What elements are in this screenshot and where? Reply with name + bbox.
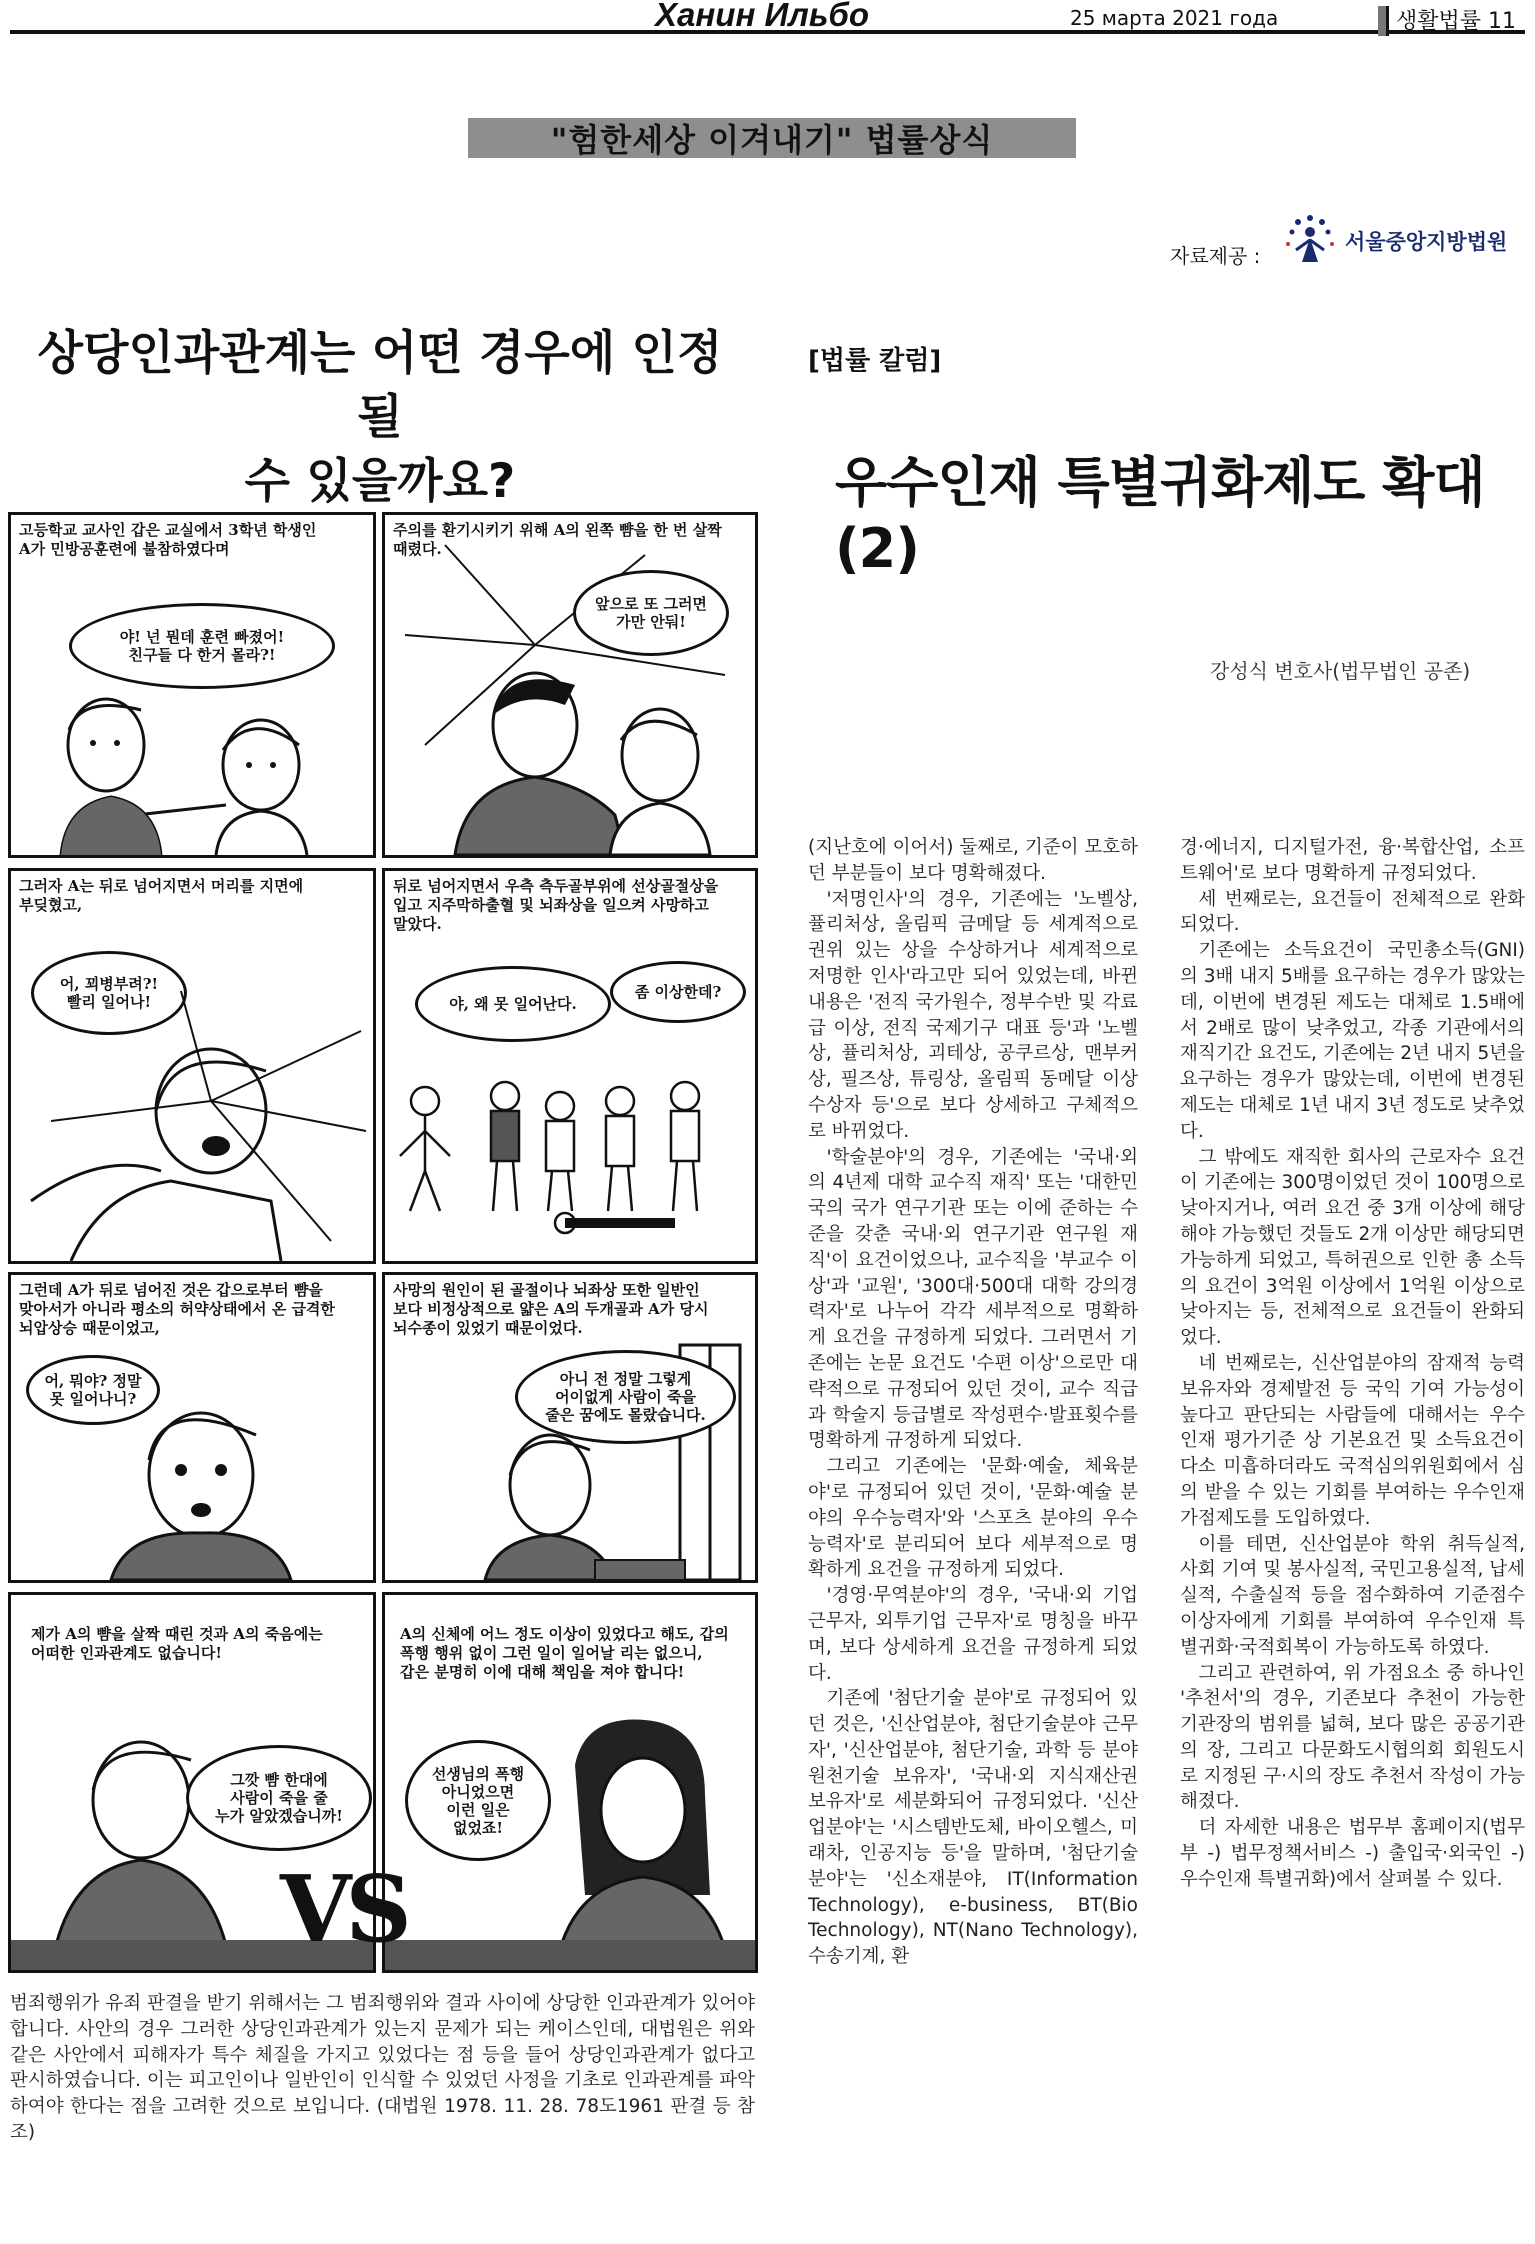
panel-caption: 제가 A의 뺨을 살짝 때린 것과 A의 죽음에는 어떠한 인과관계도 없습니다!	[31, 1625, 323, 1662]
speech-bubble: 야, 왜 못 일어난다.	[415, 966, 611, 1042]
column-paragraph: '학술분야'의 경우, 기존에는 '국내·외의 4년제 대학 교수직 재직' 또는 '대한민국의 국가 연구기관 또는 이에 준하는 수준을 갖춘 국내·외 연구기관 연구원 재직'이 요건이었으나, 교수직을 '부교수 이상'과 '교원', '300대·500대 대학 강의경력자'로 나누어 각각 세부적으로 명확하게 요건을 규정하게 되었다. 그러면서 기존에는 논문 요건도 '수편 이상'으로만 대략적으로 규정되어 있던 것이, 교수 직급과 학술지 등급별로 작성편수·발표횟수를 명확하게 규정하게 되었다.	[808, 1146, 1138, 1452]
column-paragraph: '경영·무역분야'의 경우, '국내·외 기업 근무자, 외투기업 근무자'로 명칭을 바꾸며, 보다 상세하게 요건을 규정하게 되었다.	[808, 1585, 1138, 1684]
court-logo-icon	[1280, 210, 1340, 265]
comic-panel-8	[382, 1592, 758, 1973]
column-paragraph: (지난호에 이어서) 둘째로, 기준이 모호하던 부분들이 보다 명확해졌다.	[808, 837, 1138, 884]
courtesy-label: 자료제공 :	[1170, 244, 1261, 268]
teacher-slapping-illustration	[385, 515, 755, 855]
comic-explanation: 범죄행위가 유죄 판결을 받기 위해서는 그 범죄행위와 결과 사이에 상당한 인과관계가 있어야 합니다. 사안의 경우 그러한 상당인과관계가 있는지 문제가 되는 케이스인데, 대법원은 위와 같은 사안에서 피해자가 특수 체질을 가지고 있었다는 점 등을 들어 상당인과관계가 없다고 판시하였습니다. 이는 피고인이나 일반인이 인식할 수 있었던 사정을 기초로 인과관계를 파악하여야 한다는 점을 고려한 것으로 보입니다. (대법원 1978. 11. 28. 78도1961 판결 등 참조)	[10, 1993, 755, 2143]
teacher-pointing-illustration	[11, 515, 373, 855]
section-page: 생활법률 11	[1396, 9, 1516, 34]
speech-bubble: 야! 넌 뭔데 훈련 빠졌어! 친구들 다 한거 몰라?!	[69, 603, 335, 689]
column-paragraph: 그리고 관련하여, 위 가점요소 중 하나인 '추천서'의 경우, 기존보다 추천이 가능한 기관장의 범위를 넓혀, 보다 많은 공공기관의 장, 그리고 다문화도시협의회 회원도시로 지정된 구·시의 장도 추천서 작성이 가능해졌다.	[1180, 1662, 1525, 1813]
panel-caption: 그러자 A는 뒤로 넘어지면서 머리를 지면에 부딪혔고,	[19, 877, 304, 914]
series-banner-text: "험한세상 이겨내기" 법률상식	[550, 121, 994, 159]
comic-panel-6	[382, 1272, 758, 1583]
comic-title-line1: 상당인과관계는 어떤 경우에 인정될	[37, 326, 723, 445]
column-paragraph: 그리고 기존에는 '문화·예술, 체육분야'로 규정되어 있던 것이, '문화·예술 분야의 우수능력자'와 '스포츠 분야의 우수능력자'로 분리되어 보다 세부적으로 명확하게 요건을 규정하게 되었다.	[808, 1456, 1138, 1581]
column-tag: [법률 칼럼]	[808, 346, 942, 376]
panel-caption: 그런데 A가 뒤로 넘어진 것은 갑으로부터 뺨을 맞아서가 아니라 평소의 허약상태에서 온 급격한 뇌압상승 때문이었고,	[19, 1281, 335, 1337]
series-banner	[468, 118, 1076, 158]
issue-date: 25 марта 2021 года	[1070, 6, 1279, 30]
panel-caption: A의 신체에 어느 정도 이상이 있었다고 해도, 갑의 폭행 행위 없이 그런 일이 일어날 리는 없으니, 갑은 분명히 이에 대해 책임을 져야 합니다!	[400, 1625, 729, 1681]
panel-caption: 사망의 원인이 된 골절이나 뇌좌상 또한 일반인 보다 비정상적으로 얇은 A의 두개골과 A가 당시 뇌수종이 있었기 때문이었다.	[393, 1281, 709, 1337]
comic-panel-5	[8, 1272, 376, 1583]
column-paragraph: 기존에는 소득요건이 국민총소득(GNI)의 3배 내지 5배를 요구하는 경우가 많았는데, 이번에 변경된 제도는 대체로 1.5배에서 2배로 많이 낮추었고, 각종 기관에서의 재직기간 요건도, 기존에는 2년 내지 5년을 요구하는 경우가 많았는데, 이번에 변경된 제도는 대체로 1년 내지 3년 정도로 낮추었다.	[1180, 940, 1525, 1142]
speech-bubble: 그깟 뺨 한대에 사람이 죽을 줄 누가 알았겠습니까!	[186, 1745, 372, 1851]
students-gathering-illustration	[385, 871, 755, 1261]
teacher-shocked-illustration	[11, 1275, 373, 1580]
comic-panel-4	[382, 868, 758, 1264]
comic-panel-3	[8, 868, 376, 1264]
newspaper-name: Ханин Ильбо	[655, 0, 870, 33]
speech-bubble: 앞으로 또 그러면 가만 안둬!	[573, 570, 729, 656]
column-paragraph: 그 밖에도 재직한 회사의 근로자수 요건이 기존에는 300명이었던 것이 100명으로 낮아지거나, 여러 요건 중 3개 이상에 해당해야 가능했던 것들도 2개 이상만 해당되면 가능하게 되었고, 특허권으로 인한 총 소득의 요건이 3억원 이상에서 1억원 이상으로 낮아지는 등, 전체적으로 요건들이 완화되었다.	[1180, 1146, 1525, 1349]
court-name: 서울중앙지방법원	[1345, 230, 1508, 254]
section-marker	[1378, 6, 1389, 36]
student-falling-illustration	[11, 871, 373, 1261]
column-paragraph: 더 자세한 내용은 법무부 홈페이지(법무부 -) 법무정책서비스 -) 출입국·외국인 -) 우수인재 특별귀화)에서 살펴볼 수 있다.	[1180, 1817, 1525, 1890]
column-text-left	[808, 835, 1138, 1970]
column-paragraph: '저명인사'의 경우, 기존에는 '노벨상, 퓰리처상, 올림픽 금메달 등 세계적으로 권위 있는 상을 수상하거나 세계적으로 저명한 인사'라고만 되어 있었는데, 바뀐 내용은 '전직 국가원수, 정부수반 및 각료급 이상, 전직 국제기구 대표 등'과 '노벨상, 퓰리처상, 괴테상, 공쿠르상, 맨부커상, 필즈상, 튜링상, 올림픽 동메달 이상 수상자 등'으로 보다 상세하고 구체적으로 바뀌었다.	[808, 888, 1138, 1142]
column-title: 우수인재 특별귀화제도 확대 (2)	[835, 451, 1485, 580]
column-paragraph: 경·에너지, 디지털가전, 융·복합산업, 소프트웨어'로 보다 명확하게 규정되었다.	[1180, 837, 1525, 884]
speech-bubble: 어, 꾀병부려?! 빨리 일어나!	[31, 951, 187, 1035]
comic-panel-2	[382, 512, 758, 858]
column-paragraph: 네 번째로는, 신산업분야의 잠재적 능력 보유자와 경제발전 등 국익 기여 가능성이 높다고 판단되는 사람들에 대해서는 우수인재 평가기준 상 기본요건 및 소득요건이 다소 미흡하더라도 국적심의위원회에서 심의 받을 수 있는 기회를 부여하는 우수인재 가점제도를 도입하였다.	[1180, 1352, 1525, 1529]
speech-bubble: 아니 전 정말 그렇게 어이없게 사람이 죽을 줄은 꿈에도 몰랐습니다.	[515, 1350, 736, 1444]
panel-caption: 고등학교 교사인 갑은 교실에서 3학년 학생인 A가 민방공훈련에 불참하였다며	[19, 521, 317, 558]
column-paragraph: 기존에 '첨단기술 분야'로 규정되어 있던 것은, '신산업분야, 첨단기술분야 근무자', '신산업분야, 첨단기술, 과학 등 분야 원천기술 보유자', '국내·외 지식재산권 보유자'로 세분화되어 규정되었다. '신산업분야'는 '시스템반도체, 바이오헬스, 미래차, 인공지능 등'을 말하며, '첨단기술분야'는 '신소재분야, IT(Information Technology), e-business, BT(Bio Technology), NT(Nano Technology), 수송기계, 환	[808, 1688, 1138, 1968]
panel-caption: 주의를 환기시키기 위해 A의 왼쪽 뺨을 한 번 살짝 때렸다.	[393, 521, 722, 558]
column-paragraph: 세 번째로는, 요건들이 전체적으로 완화되었다.	[1180, 888, 1525, 936]
column-paragraph: 이를 테면, 신산업분야 학위 취득실적, 사회 기여 및 봉사실적, 국민고용실적, 납세실적, 수출실적 등을 점수화하여 기준점수 이상자에게 기회를 부여하여 우수인재 특별귀화·국적회복이 가능하도록 하였다.	[1180, 1533, 1525, 1658]
comic-panel-1	[8, 512, 376, 858]
comic-title-line2: 수 있을까요?	[244, 454, 516, 509]
panel-caption: 뒤로 넘어지면서 우측 측두골부위에 선상골절상을 입고 지주막하출혈 및 뇌좌상을 일으켜 사망하고 말았다.	[393, 877, 719, 933]
column-text-right	[1180, 835, 1525, 1893]
speech-bubble: 선생님의 폭행 아니었으면 이런 일은 없었죠!	[405, 1740, 551, 1861]
speech-bubble: 좀 이상한데?	[610, 961, 746, 1023]
comic-title	[20, 322, 740, 514]
versus-label: VS	[280, 1855, 406, 1963]
speech-bubble: 어, 뭐야? 정말 못 일어나니?	[26, 1355, 160, 1425]
column-author: 강성식 변호사(법무법인 공존)	[1210, 659, 1471, 683]
